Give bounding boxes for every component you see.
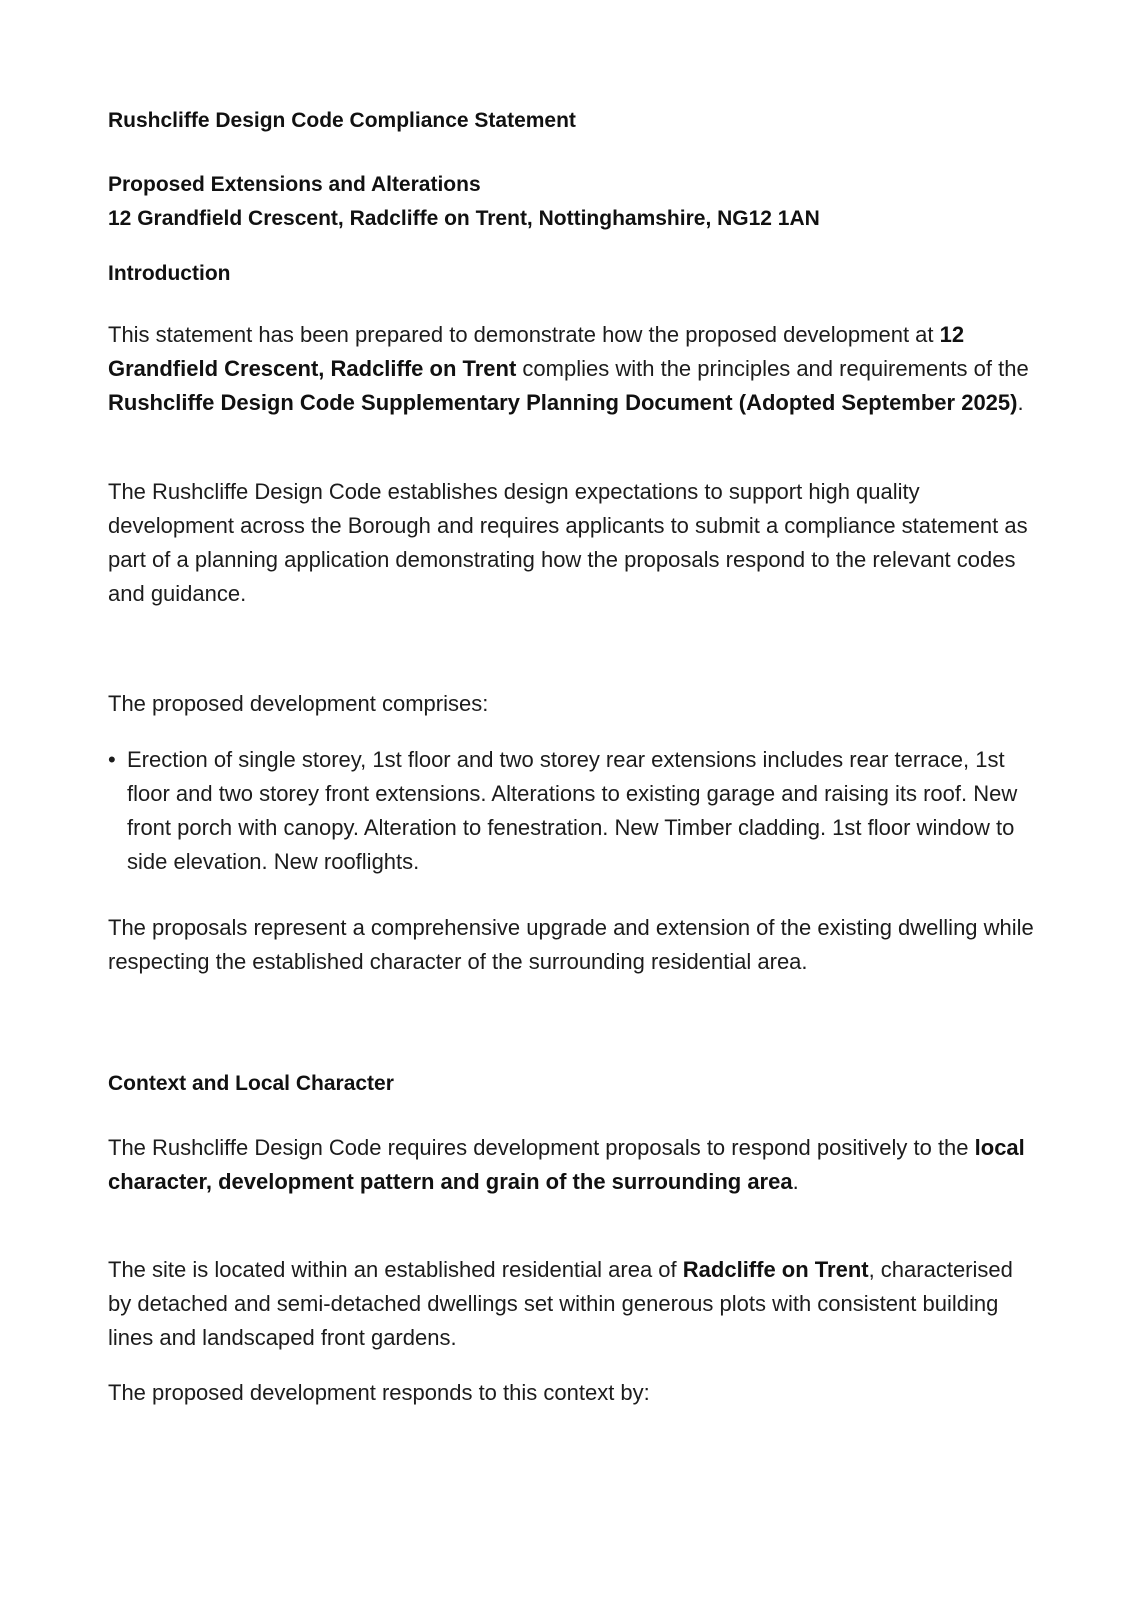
- project-address: 12 Grandfield Crescent, Radcliffe on Trent, Nottinghamshire, NG12 1AN: [108, 207, 820, 230]
- context-heading: Context and Local Character: [108, 1072, 394, 1095]
- bullet-icon: •: [108, 747, 116, 772]
- project-heading: [108, 168, 1038, 236]
- text-run: , characterised by detached and semi-detached dwellings set within generous plots with consistent building lines and landscaped front gardens.: [108, 1257, 1013, 1350]
- introduction-paragraph-1: [108, 318, 1038, 420]
- project-title: Proposed Extensions and Alterations: [108, 173, 481, 196]
- text-run: The Rushcliffe Design Code requires development proposals to respond positively to the: [108, 1135, 975, 1160]
- text-run: The site is located within an established residential area of: [108, 1257, 683, 1282]
- introduction-paragraph-3: The proposals represent a comprehensive upgrade and extension of the existing dwelling while respecting the established character of the surrounding residential area.: [108, 915, 1034, 974]
- text-run: .: [792, 1169, 799, 1194]
- local-character-emphasis: local character, development pattern and grain of the surrounding area: [108, 1135, 1025, 1194]
- introduction-heading: Introduction: [108, 262, 231, 285]
- development-bullet-list: [108, 743, 1038, 879]
- development-comprises-intro: The proposed development comprises:: [108, 691, 489, 716]
- text-run: This statement has been prepared to demonstrate how the proposed development at: [108, 322, 940, 347]
- context-paragraph-3: The proposed development responds to this context by:: [108, 1380, 650, 1405]
- context-paragraph-2: [108, 1253, 1038, 1355]
- design-code-spd-emphasis: Rushcliffe Design Code Supplementary Planning Document (Adopted September 2025): [108, 390, 1018, 415]
- context-paragraph-1: [108, 1131, 1038, 1199]
- site-address-emphasis: 12 Grandfield Crescent, Radcliffe on Trent: [108, 322, 965, 381]
- location-emphasis: Radcliffe on Trent: [682, 1257, 869, 1282]
- text-run: .: [1017, 390, 1024, 415]
- introduction-paragraph-2: The Rushcliffe Design Code establishes design expectations to support high quality development across the Borough and requires applicants to submit a compliance statement as part of a planning application demonstrating how the proposals respond to the relevant codes and guidance.: [108, 479, 1028, 606]
- text-run: complies with the principles and requirements of the: [516, 356, 1029, 381]
- list-item-text: Erection of single storey, 1st floor and two storey rear extensions includes rear terrace, 1st floor and two storey front extensions. Alterations to existing garage and raising its roof. New front porch with canopy. Alteration to fenestration. New Timber cladding. 1st floor window to side elevation. New rooflights.: [127, 747, 1018, 874]
- list-item: [108, 743, 1038, 879]
- document-title: Rushcliffe Design Code Compliance Statement: [108, 109, 576, 132]
